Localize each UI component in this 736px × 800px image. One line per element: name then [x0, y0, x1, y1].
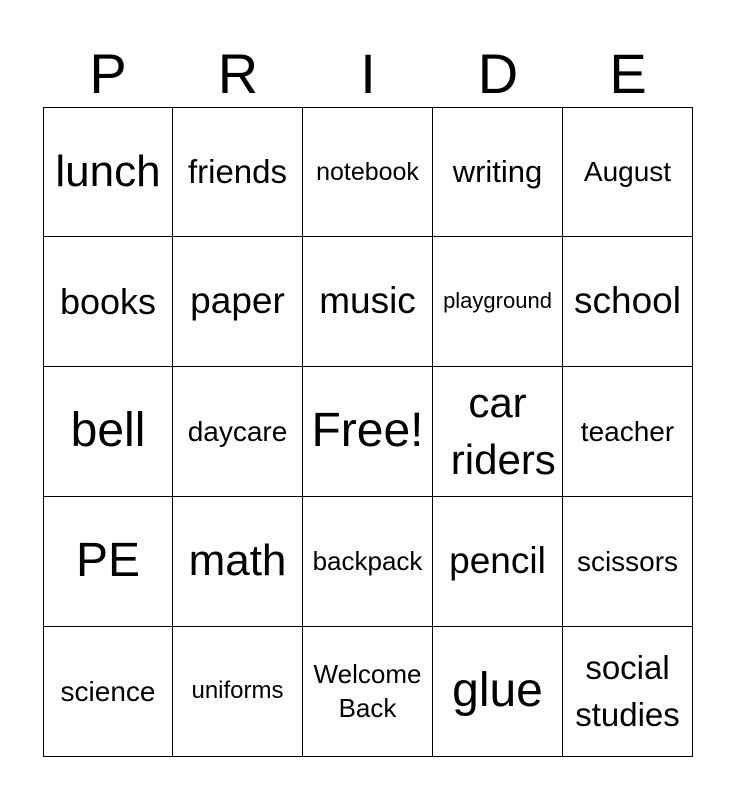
bingo-cell[interactable] [303, 237, 433, 367]
cell-label: social studies [575, 649, 680, 733]
cell-label: science [60, 675, 156, 707]
bingo-header [43, 40, 693, 108]
bingo-cell[interactable] [563, 627, 693, 757]
bingo-cell[interactable] [563, 107, 693, 237]
bingo-board [43, 107, 693, 757]
cell-label: daycare [187, 415, 288, 447]
cell-label: notebook [316, 158, 419, 186]
header-letter-e: E [609, 42, 647, 105]
bingo-cell[interactable] [43, 497, 173, 627]
cell-label: Welcome Back [313, 658, 422, 723]
bingo-cell[interactable] [563, 497, 693, 627]
cell-label: music [319, 280, 416, 322]
bingo-cell[interactable] [173, 107, 303, 237]
bingo-cell[interactable] [563, 367, 693, 497]
bingo-cell[interactable] [303, 367, 433, 497]
cell-label: scissors [576, 545, 679, 577]
header-letter-p: P [89, 42, 127, 105]
cell-label: math [188, 536, 287, 586]
cell-label: teacher [580, 415, 675, 447]
cell-label: August [583, 156, 672, 188]
cell-label: backpack [312, 545, 423, 576]
bingo-cell[interactable] [433, 107, 563, 237]
bingo-cell[interactable] [433, 627, 563, 757]
bingo-cell[interactable] [173, 627, 303, 757]
bingo-cell[interactable] [43, 237, 173, 367]
bingo-cell[interactable] [563, 237, 693, 367]
bingo-cell[interactable] [43, 367, 173, 497]
cell-label: books [59, 280, 157, 322]
cell-label: uniforms [191, 677, 284, 705]
bingo-cell[interactable] [303, 627, 433, 757]
cell-label: Free! [311, 404, 424, 458]
cell-label: friends [187, 153, 288, 191]
cell-label: school [574, 280, 681, 322]
cell-label: pencil [449, 540, 546, 582]
header-letter-d: D [477, 42, 519, 105]
bingo-cell[interactable] [433, 237, 563, 367]
header-letter-r: R [217, 42, 259, 105]
cell-label: bell [70, 404, 146, 458]
cell-label: paper [190, 280, 285, 322]
cell-label: PE [75, 534, 141, 588]
cell-label: lunch [55, 146, 161, 196]
bingo-cell[interactable] [303, 107, 433, 237]
bingo-cell[interactable] [43, 627, 173, 757]
cell-label: glue [452, 664, 543, 718]
bingo-cell[interactable] [433, 497, 563, 627]
bingo-cell[interactable] [173, 497, 303, 627]
cell-label: playground [443, 288, 552, 314]
header-letter-i: I [360, 42, 376, 105]
bingo-cell[interactable] [173, 237, 303, 367]
bingo-cell[interactable] [303, 497, 433, 627]
bingo-cell[interactable] [433, 367, 563, 497]
bingo-cell[interactable] [43, 107, 173, 237]
bingo-cell[interactable] [173, 367, 303, 497]
cell-label: car riders [450, 378, 556, 483]
cell-label: writing [452, 153, 543, 189]
